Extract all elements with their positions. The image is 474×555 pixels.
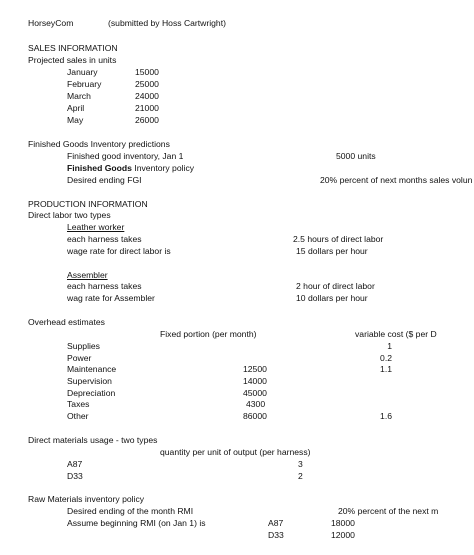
sales-units: 21000 [135,103,159,113]
sales-month: January [67,67,98,77]
materials-title: Direct materials usage - two types [28,435,158,445]
fgi-jan1-value: 5000 units [336,151,376,161]
rmi-material-name: A87 [268,518,284,528]
material-qty: 3 [298,459,303,469]
assembler-takes-label: each harness takes [67,281,142,291]
company-name: HorseyCom [28,18,74,28]
sales-units: 24000 [135,91,159,101]
materials-col-qty: quantity per unit of output (per harness) [160,447,311,457]
leather-wage-value: 15 dollars per hour [296,246,368,256]
rmi-title: Raw Materials inventory policy [28,494,145,504]
assembler-takes-value: 2 hour of direct labor [296,281,375,291]
production-subtitle: Direct labor two types [28,210,111,220]
sales-units: 26000 [135,115,159,125]
overhead-fixed: 12500 [243,364,267,374]
rmi-ending-value: 20% percent of the next m [338,506,439,516]
rmi-begin-label: Assume beginning RMI (on Jan 1) is [67,518,206,528]
overhead-item: Supplies [67,341,100,351]
assembler-wage-label: wag rate for Assembler [67,293,155,303]
overhead-item: Other [67,411,89,421]
leather-worker-heading: Leather worker [67,222,125,232]
fgi-ending-label: Desired ending FGI [67,175,142,185]
rmi-material-name: D33 [268,530,284,540]
sales-units: 25000 [135,79,159,89]
sales-title: SALES INFORMATION [28,43,118,53]
sales-month: March [67,91,91,101]
fgi-policy-rest: Inventory policy [131,163,195,173]
overhead-variable: 1 [387,341,392,351]
fgi-policy-bold: Finished Goods [67,163,132,173]
overhead-variable: 0.2 [380,353,392,363]
sales-units: 15000 [135,67,159,77]
leather-takes-label: each harness takes [67,234,142,244]
overhead-title: Overhead estimates [28,317,105,327]
overhead-variable: 1.1 [380,364,392,374]
overhead-fixed: 86000 [243,411,267,421]
assembler-wage-value: 10 dollars per hour [296,293,368,303]
overhead-fixed: 45000 [243,388,267,398]
rmi-material-value: 18000 [331,518,355,528]
submitted-by: (submitted by Hoss Cartwright) [108,18,226,28]
assembler-heading: Assembler [67,270,108,280]
sales-month: May [67,115,84,125]
sales-month: April [67,103,85,113]
overhead-col-fixed: Fixed portion (per month) [160,329,257,339]
overhead-item: Power [67,353,92,363]
fgi-ending-value: 20% percent of next months sales volun [320,175,473,185]
leather-takes-value: 2.5 hours of direct labor [293,234,384,244]
overhead-item: Supervision [67,376,112,386]
sales-subtitle: Projected sales in units [28,55,117,65]
leather-wage-label: wage rate for direct labor is [67,246,171,256]
overhead-item: Taxes [67,399,90,409]
rmi-material-value: 12000 [331,530,355,540]
fgi-jan1-label: Finished good inventory, Jan 1 [67,151,184,161]
overhead-item: Maintenance [67,364,117,374]
sales-month: February [67,79,102,89]
production-title: PRODUCTION INFORMATION [28,199,148,209]
overhead-fixed: 4300 [246,399,266,409]
overhead-item: Depreciation [67,388,116,398]
material-name: D33 [67,471,83,481]
fgi-title: Finished Goods Inventory predictions [28,139,170,149]
material-name: A87 [67,459,83,469]
overhead-variable: 1.6 [380,411,392,421]
overhead-fixed: 14000 [243,376,267,386]
fgi-policy [67,163,194,174]
rmi-ending-label: Desired ending of the month RMI [67,506,194,516]
overhead-col-variable: variable cost ($ per D [355,329,437,339]
material-qty: 2 [298,471,303,481]
